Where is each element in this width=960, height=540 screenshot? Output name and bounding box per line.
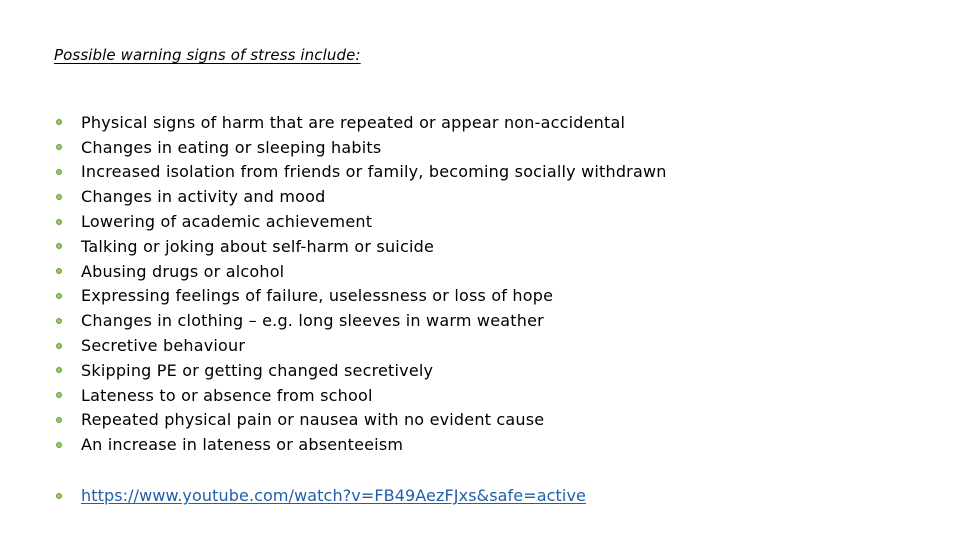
- list-item-text: An increase in lateness or absenteeism: [81, 435, 404, 455]
- list-item: [54, 259, 667, 284]
- bullet-icon: [56, 442, 62, 448]
- bullet-icon: [56, 169, 62, 175]
- list-item-text: Abusing drugs or alcohol: [81, 261, 285, 281]
- list-item-text: Physical signs of harm that are repeated or appear non-accidental: [81, 112, 626, 132]
- bullet-icon: [56, 493, 62, 499]
- list-item: [54, 184, 667, 209]
- list-item-text: Lateness to or absence from school: [81, 385, 373, 405]
- list-item: [54, 234, 667, 259]
- list-item-text: Expressing feelings of failure, uselessness or loss of hope: [81, 286, 554, 306]
- bullet-icon: [56, 194, 62, 200]
- list-item: [54, 408, 667, 433]
- warning-signs-list: [54, 110, 667, 457]
- list-item: [54, 160, 667, 185]
- bullet-icon: [56, 219, 62, 225]
- youtube-link[interactable]: https://www.youtube.com/watch?v=FB49AezFJxs&safe=active: [81, 486, 586, 505]
- list-item: [54, 135, 667, 160]
- list-item: [54, 110, 667, 135]
- bullet-icon: [56, 144, 62, 150]
- list-item: [54, 333, 667, 358]
- bullet-icon: [56, 343, 62, 349]
- bullet-icon: [56, 417, 62, 423]
- list-item: [54, 358, 667, 383]
- list-item-text: Repeated physical pain or nausea with no evident cause: [81, 410, 545, 430]
- list-item: [54, 383, 667, 408]
- bullet-icon: [56, 367, 62, 373]
- list-item-text: Changes in clothing – e.g. long sleeves in warm weather: [81, 311, 544, 331]
- list-item-text: Secretive behaviour: [81, 336, 246, 356]
- list-item: [54, 209, 667, 234]
- list-item-text: Changes in eating or sleeping habits: [81, 137, 382, 157]
- bullet-icon: [56, 293, 62, 299]
- link-list-item: [54, 486, 586, 505]
- list-item-text: Skipping PE or getting changed secretively: [81, 360, 434, 380]
- list-item: [54, 432, 667, 457]
- list-item-text: Changes in activity and mood: [81, 187, 326, 207]
- list-item: [54, 284, 667, 309]
- bullet-icon: [56, 318, 62, 324]
- list-item: [54, 308, 667, 333]
- page-title: Possible warning signs of stress include:: [54, 46, 361, 64]
- bullet-icon: [56, 119, 62, 125]
- bullet-icon: [56, 392, 62, 398]
- list-item-text: Lowering of academic achievement: [81, 212, 373, 232]
- bullet-icon: [56, 268, 62, 274]
- list-item-text: Talking or joking about self-harm or suicide: [81, 236, 434, 256]
- list-item-text: Increased isolation from friends or family, becoming socially withdrawn: [81, 162, 667, 182]
- bullet-icon: [56, 243, 62, 249]
